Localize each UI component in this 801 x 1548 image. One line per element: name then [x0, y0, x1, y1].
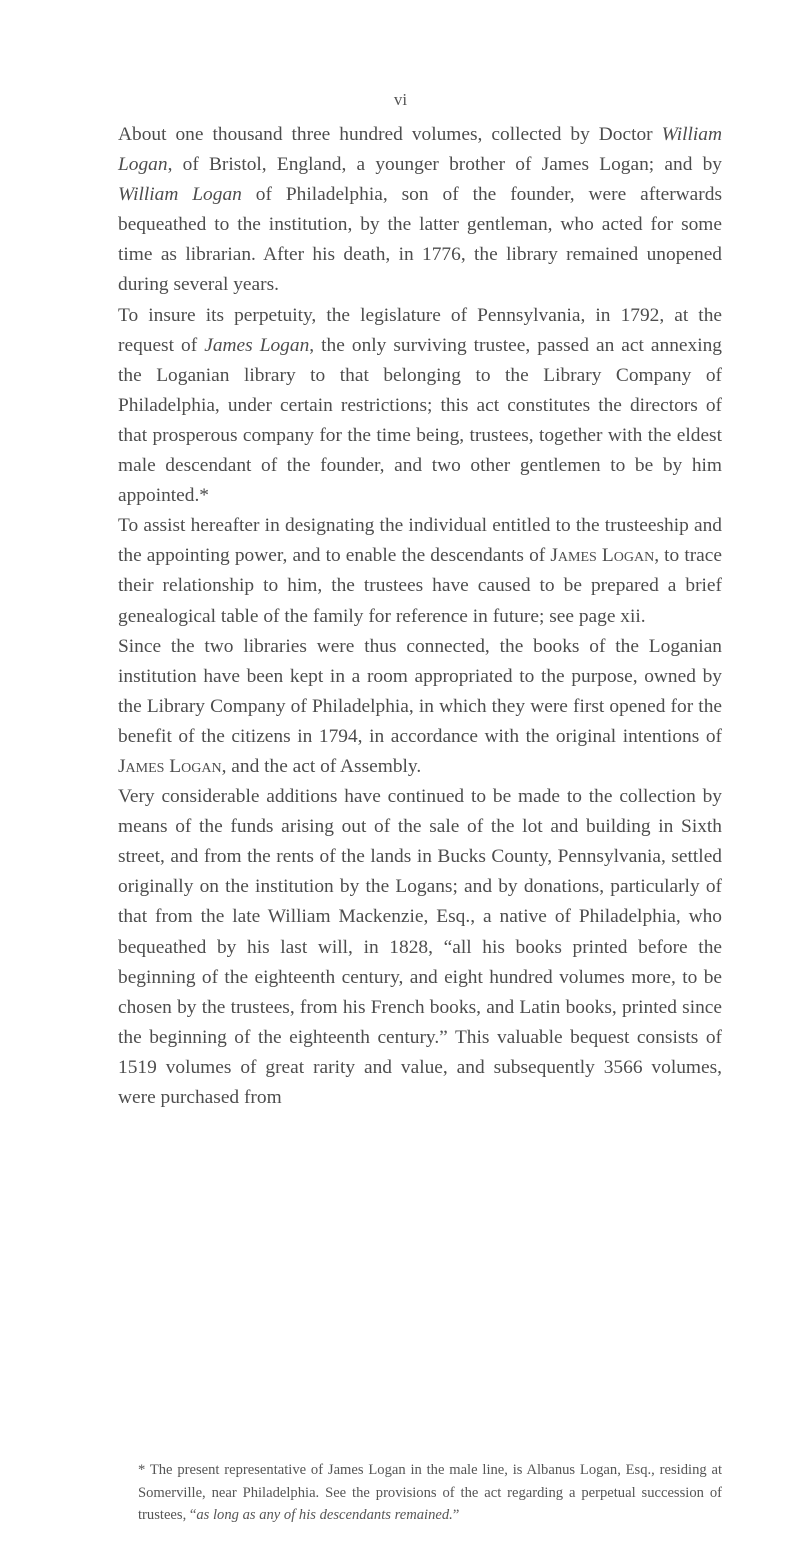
- paragraph-2-name-italic: James Logan: [204, 334, 310, 356]
- paragraph-5: [118, 782, 722, 1113]
- paragraph-2: [118, 301, 722, 512]
- paragraph-1-text-c: , of Bristol, England, a younger brother of James Logan; and by: [167, 154, 722, 176]
- paragraph-5-text: Very considerable additions have continued to be made to the collection by means of the funds arising out of the sale of the lot and building in Sixth street, and from the rents of the lands in Bucks County, Pennsylvania, settled originally on the institution by the Logans; and by donations, particularly of that from the late William Mackenzie, Esq., a native of Philadelphia, who bequeathed by his last will, in 1828, “all his books printed before the beginning of the eighteenth century, and eight hundred volumes more, to be chosen by the trustees, from his French books, and Latin books, printed since the beginning of the eighteenth century.” This valuable bequest consists of 1519 volumes of great rarity and value, and subsequently 3566 volumes, were purchased from: [118, 786, 722, 1108]
- paragraph-1-text-e: of Philadelphia, son of the founder, were afterwards bequeathed to the institution, by the latter gentleman, who acted for some time as librarian. After his death, in 1776, the library remained unopened during several years.: [118, 184, 722, 296]
- footnote-text-c: ”: [452, 1507, 460, 1523]
- paragraph-3-name-smallcaps: James Logan: [550, 545, 655, 567]
- paragraph-3: [118, 511, 722, 631]
- footnote-text: [118, 1459, 722, 1527]
- paragraph-1-text-a: About one thousand three hundred volumes, collected by Doctor: [118, 124, 662, 145]
- paragraph-1-name-italic-1: William Logan: [118, 124, 722, 176]
- footnote-quote-italic: as long as any of his descendants remained.: [196, 1507, 453, 1523]
- paragraph-3-text-a: To assist hereafter in designating the individual entitled to the trusteeship and the appointing power, and to enable the descendants of: [118, 515, 722, 567]
- paragraph-1: [118, 120, 722, 301]
- paragraph-4-name-smallcaps: James Logan: [118, 755, 222, 777]
- paragraph-4-text-c: , and the act of Assembly.: [221, 755, 422, 777]
- paragraph-4-text-a: Since the two libraries were thus connected, the books of the Loganian institution have been kept in a room appropriated to the purpose, owned by the Library Company of Philadelphia, in which they were first opened for the benefit of the citizens in 1794, in accordance with the original intentions of: [118, 635, 722, 747]
- paragraph-1-name-italic-2: William Logan: [118, 184, 242, 206]
- paragraph-2-text-a: To insure its perpetuity, the legislature of Pennsylvania, in 1792, at the request of: [118, 304, 722, 356]
- paragraph-2-text-c: , the only surviving trustee, passed an act annexing the Loganian library to that belonging to the Library Company of Philadelphia, under certain restrictions; this act constitutes the directors of that prosperous company for the time being, trustees, together with the eldest male descendant of the founder, and two other gentlemen to be by him appointed.*: [118, 334, 723, 507]
- body-text: [118, 120, 722, 1113]
- footnote: [118, 1459, 722, 1527]
- paragraph-4: [118, 632, 722, 782]
- page-number: vi: [393, 90, 408, 109]
- paragraph-3-text-c: , to trace their relationship to him, the trustees have caused to be prepared a brief genealogical table of the family for reference in future; see page xii.: [118, 545, 722, 627]
- footnote-text-a: * The present representative of James Logan in the male line, is Albanus Logan, Esq., residing at Somerville, near Philadelphia. See the provisions of the act regarding a perpetual succession of trustees, “: [138, 1462, 722, 1523]
